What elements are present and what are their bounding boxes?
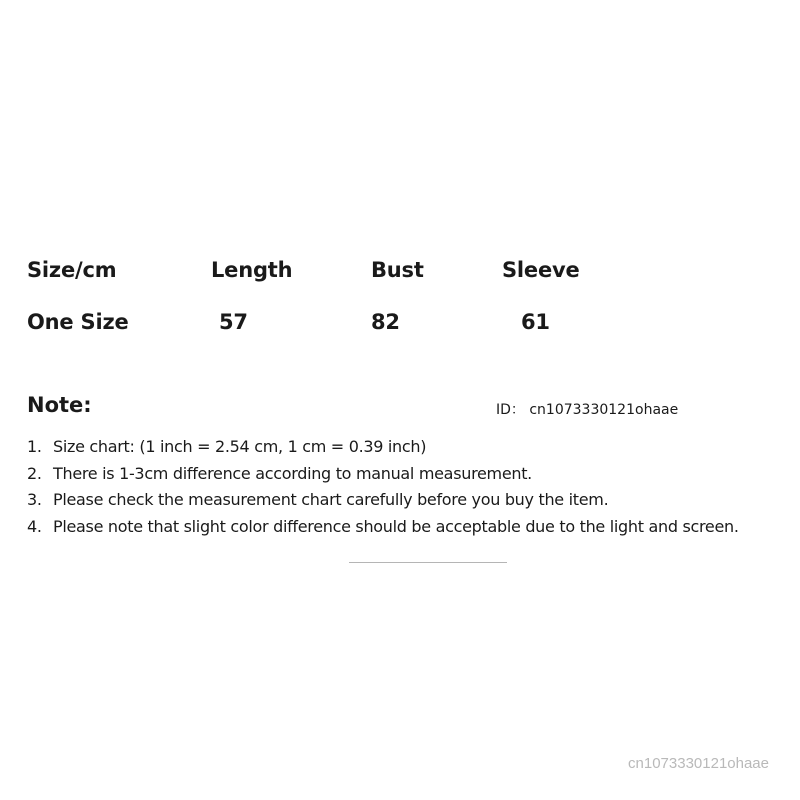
note-text: Please check the measurement chart carefully before you buy the item. [53, 490, 609, 509]
header-length: Length [211, 258, 293, 282]
watermark: cn1073330121ohaae [628, 755, 769, 772]
note-text: Size chart: (1 inch = 2.54 cm, 1 cm = 0.39 inch) [53, 437, 427, 456]
header-sleeve: Sleeve [502, 258, 580, 282]
note-number: 2. [27, 463, 42, 483]
size-table [27, 258, 627, 362]
cell-length: 57 [219, 310, 248, 334]
size-table-header-row [27, 258, 627, 310]
table-row [27, 310, 627, 362]
cell-size: One Size [27, 310, 129, 334]
note-number: 4. [27, 516, 42, 536]
note-text: Please note that slight color difference should be acceptable due to the light and screen. [53, 516, 739, 536]
header-bust: Bust [371, 258, 424, 282]
header-size: Size/cm [27, 258, 117, 282]
list-item [27, 434, 739, 461]
notes-list [27, 434, 739, 540]
list-item [27, 487, 739, 514]
cell-bust: 82 [371, 310, 400, 334]
note-title: Note: [27, 393, 92, 417]
note-number: 3. [27, 490, 42, 509]
note-text: There is 1-3cm difference according to manual measurement. [53, 463, 532, 483]
cell-sleeve: 61 [521, 310, 550, 334]
note-number: 1. [27, 437, 42, 456]
list-item [27, 461, 739, 488]
item-id: ID： cn1073330121ohaae [496, 402, 679, 418]
divider [349, 562, 507, 563]
list-item [27, 514, 739, 541]
